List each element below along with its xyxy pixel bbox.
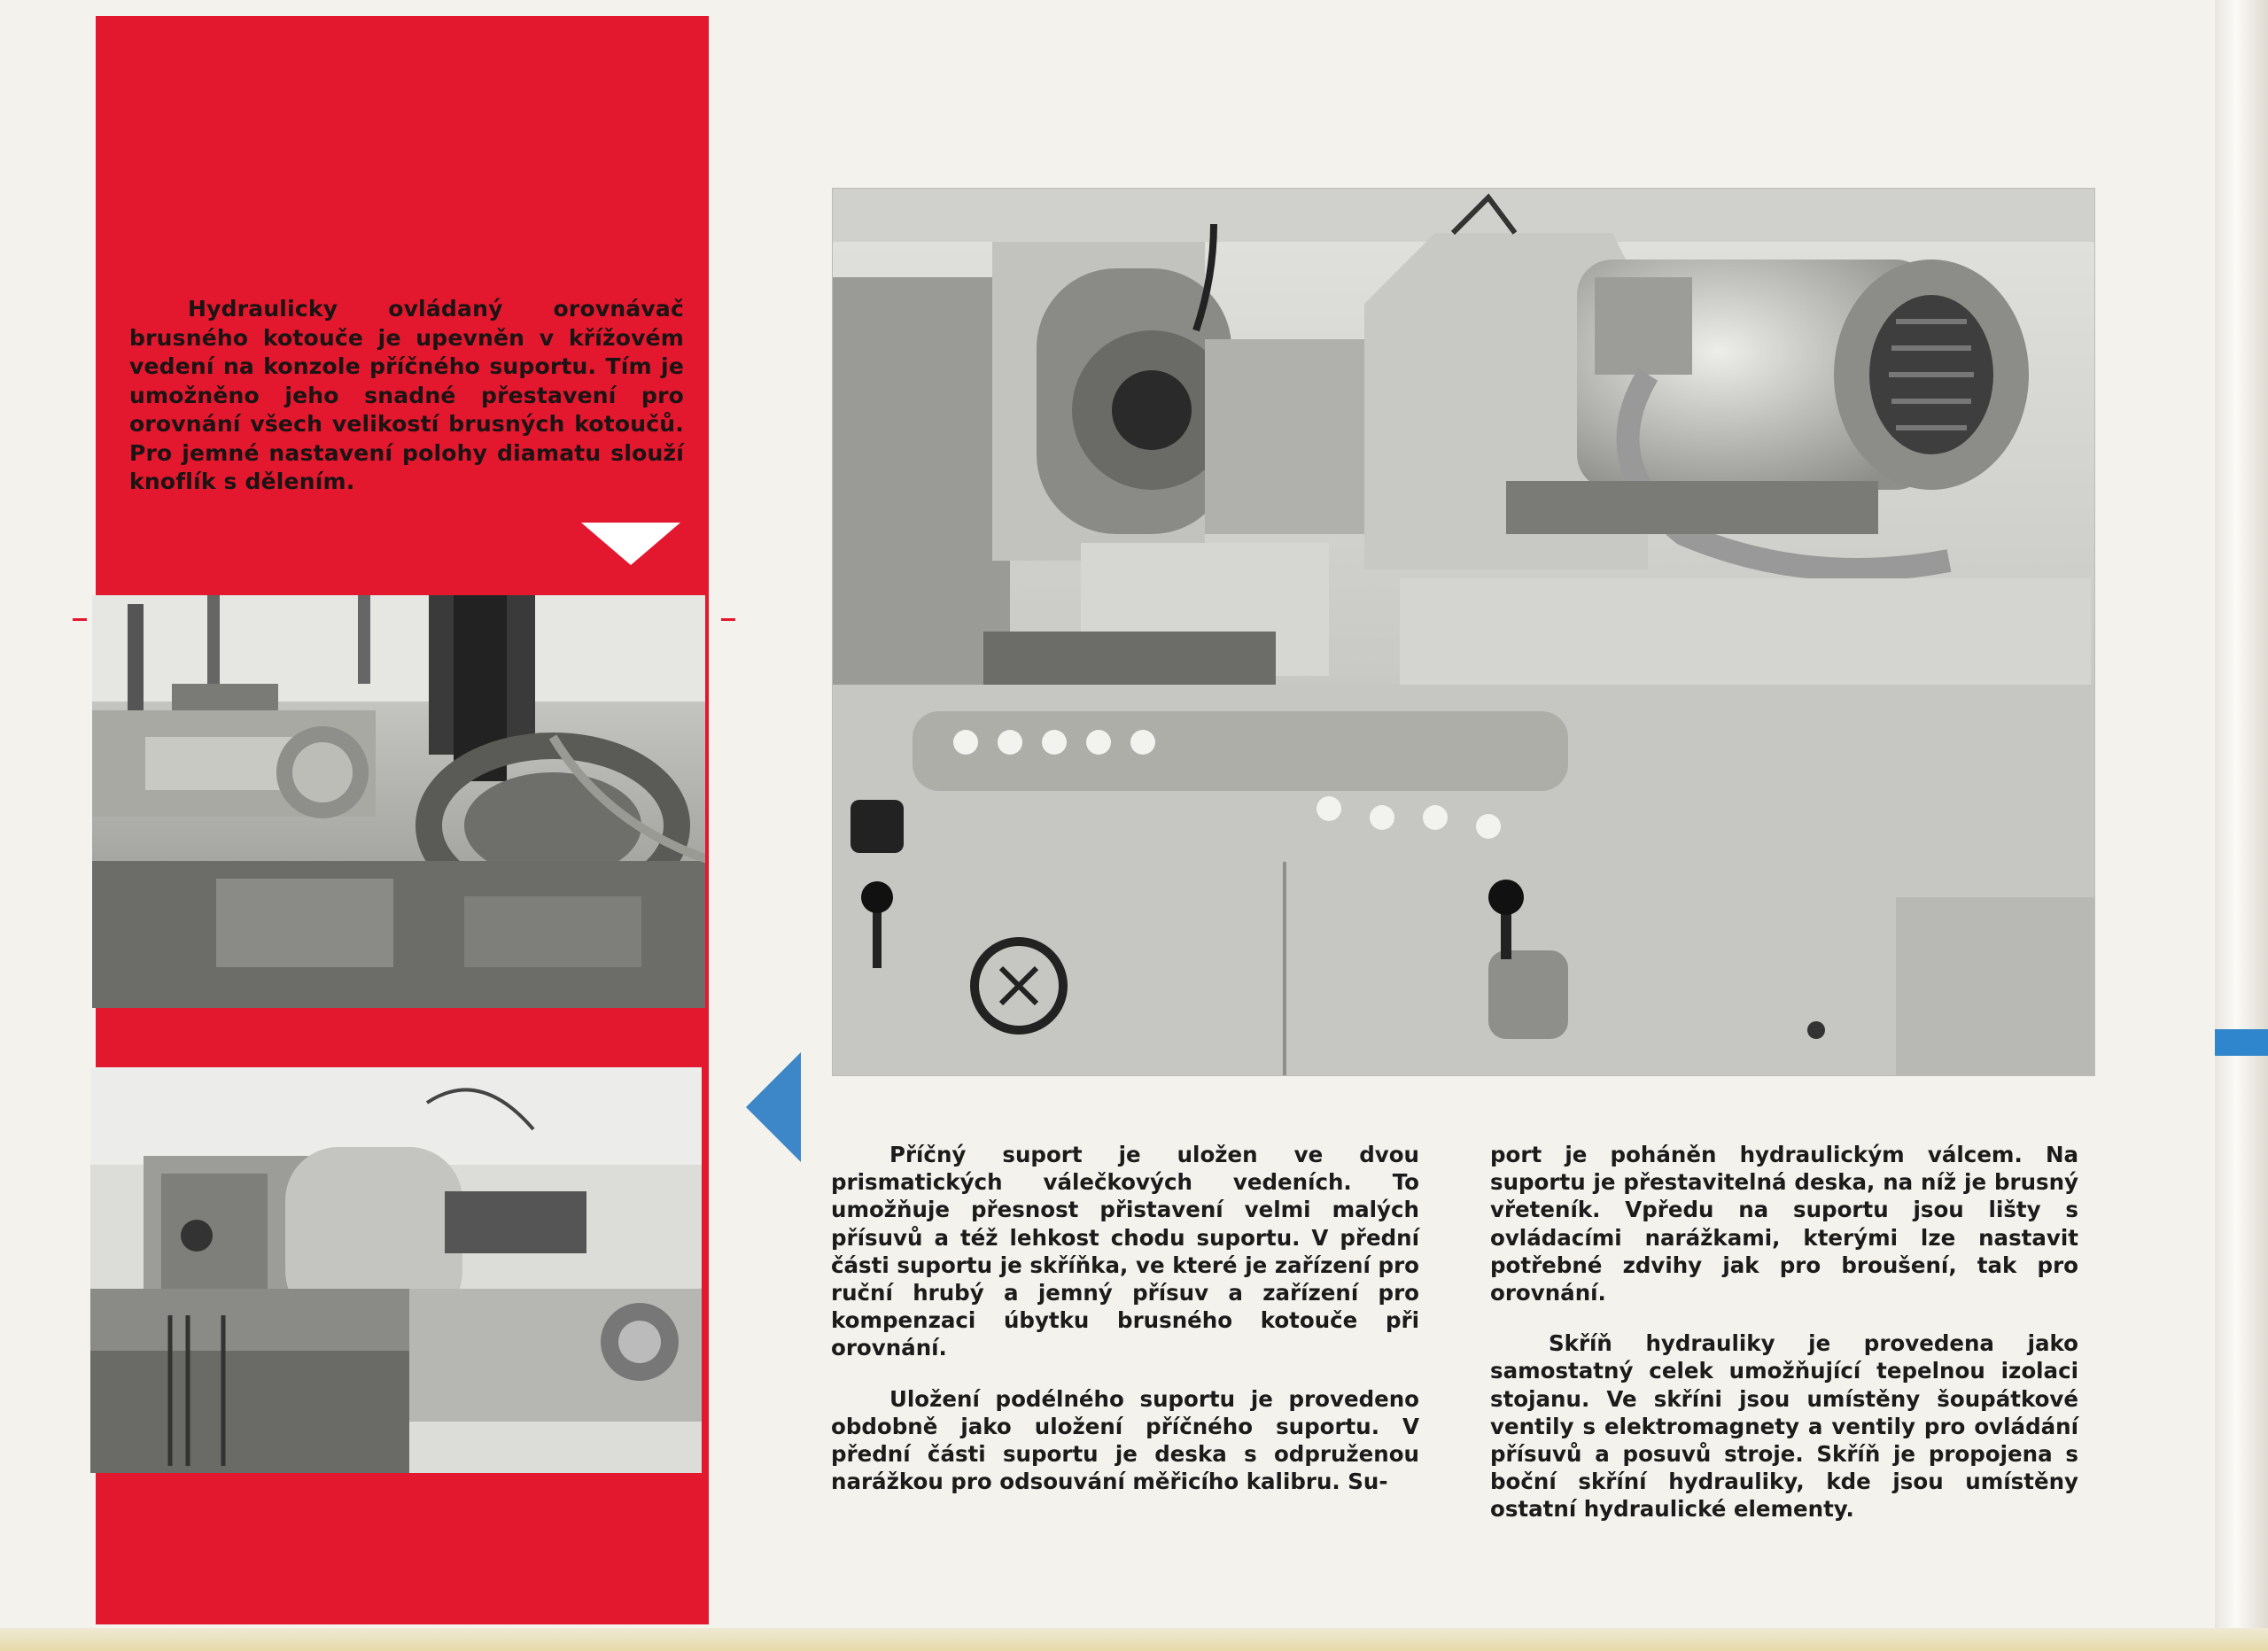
down-arrow-marker — [581, 523, 680, 565]
crop-tick-right — [721, 618, 735, 621]
page-bottom-edge — [0, 1628, 2268, 1651]
blue-edge-tab — [2215, 1029, 2268, 1056]
left-arrow-marker — [746, 1052, 801, 1162]
dresser-caption: Hydraulicky ovládaný orovnávač brusného kotouče je upevněn v křížovém vedení na konzole příčného suportu. Tím je umožněno jeho snadné přestavení pro orovnání všech velikostí brusných kotoučů. Pro jemné nastavení polohy diamatu slouží knoflík s dělením. — [129, 296, 684, 494]
paragraph-longitudinal-slide: Uložení podélného suportu je provedeno obdobně jako uložení příčného suportu. V přední části suportu je deska s odpruženou narážkou pro odsouvání měřicího kalibru. Su- — [831, 1385, 1419, 1495]
photo-grinding-machine — [833, 189, 2094, 1075]
body-column-1 — [831, 1141, 1419, 1518]
crop-tick-left — [73, 618, 87, 621]
paragraph-cross-slide: Příčný suport je uložen ve dvou prismatických válečkových vedeních. To umožňuje přesnost přistavení velmi malých přísuvů a též lehkost chodu suportu. V přední části suportu je skříňka, ve které je zařízení pro ruční hrubý a jemný přísuv a zařízení pro kompenzaci úbytku brusného kotouče při orovnání. — [831, 1142, 1419, 1361]
paragraph-slide-drive: port je poháněn hydraulickým válcem. Na suportu je přestavitelná deska, na níž je brusný vřeteník. Vpředu na suportu jsou lišty s ovládacími narážkami, kterými lze nastavit potřebné zdvihy jak pro broušení, tak pro orovnání. — [1490, 1142, 2078, 1306]
body-column-2 — [1490, 1141, 2078, 1546]
page-gutter-edge — [2215, 0, 2268, 1651]
paragraph-hydraulics-cabinet: Skříň hydrauliky je provedena jako samostatný celek umožňující tepelnou izolaci stojanu. Ve skříni jsou umístěny šoupátkové ventily s elektromagnety a ventily pro ovládání přísuvů a posuvů stroje. Skříň je propojena s boční skříní hydrauliky, kde jsou umístěny ostatní hydraulické elementy. — [1490, 1330, 2078, 1523]
photo-dresser-closeup — [92, 595, 705, 1008]
photo-headstock-side — [90, 1067, 702, 1473]
